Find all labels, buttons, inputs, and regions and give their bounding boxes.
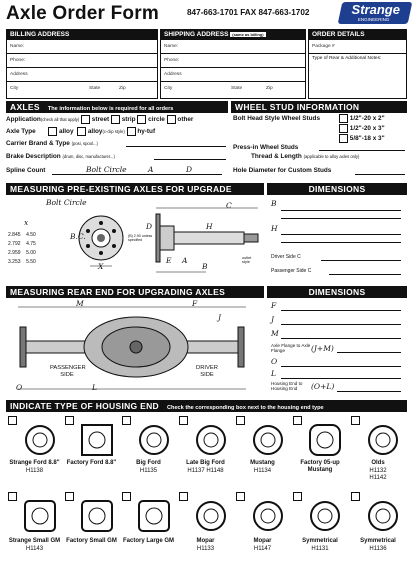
factory-ford-icon <box>79 422 115 458</box>
x-col-header: x <box>24 218 29 227</box>
bolt-head-label: Bolt Head Style Wheel Studs <box>233 115 320 122</box>
b-note: (B) 2.90 unless specified <box>128 234 153 242</box>
mustang-icon <box>252 424 284 456</box>
a-label: A <box>148 165 154 174</box>
olds-checkbox[interactable] <box>351 416 360 425</box>
package-field[interactable]: Package # <box>309 40 406 54</box>
dim-b-line-2[interactable] <box>281 218 401 219</box>
05-mustang-icon <box>307 422 343 458</box>
dim-b-label: B <box>271 199 277 208</box>
strange-small-gm-icon <box>22 498 58 534</box>
housing-end-field[interactable] <box>337 391 401 392</box>
housing-option-05-mustang[interactable]: Factory 05-up Mustang <box>291 414 349 486</box>
dim-j-field[interactable] <box>281 324 401 325</box>
mopar-h1147-icon <box>252 500 284 532</box>
housing-option-factory-ford[interactable]: Factory Ford 8.8" <box>63 414 120 486</box>
dim-h-line-2[interactable] <box>281 242 401 243</box>
carrier-row: Carrier Brand & Type (posi, spool...) <box>6 140 98 147</box>
b-dim-label: B <box>202 262 208 271</box>
symmetrical-h1131-checkbox[interactable] <box>293 492 302 501</box>
housing-grid <box>6 414 407 564</box>
late-big-ford-icon <box>195 424 227 456</box>
bolt-circle-label: Bolt Circle <box>86 165 127 174</box>
strange-small-gm-checkbox[interactable] <box>8 492 17 501</box>
brake-field[interactable] <box>154 159 226 160</box>
bc-row-3: 2.959 5.00 <box>8 250 36 256</box>
factory-large-gm-icon <box>136 498 172 534</box>
shipping-phone-field[interactable]: Phone: <box>161 54 305 68</box>
stud-size-1[interactable]: 1/2"-20 x 2" <box>339 114 385 123</box>
mopar-h1133-icon <box>195 500 227 532</box>
bc-row-4: 3.253 5.50 <box>8 259 36 265</box>
housing-option-strange-small-gm[interactable]: Strange Small GM H1143 <box>6 490 63 562</box>
shipping-title: SHIPPING ADDRESS (same as billing) <box>161 30 305 40</box>
passenger-side-c-field[interactable] <box>329 274 401 275</box>
housing-option-mopar-h1147[interactable]: Mopar H1147 <box>234 490 291 562</box>
shipping-name-field[interactable]: Name: <box>161 40 305 54</box>
big-ford-icon <box>138 424 170 456</box>
e-label: E <box>166 256 172 265</box>
bc-label: B.C. <box>70 232 86 241</box>
driver-side-c-label: Driver Side C <box>271 254 301 260</box>
billing-name-field[interactable]: Name: <box>7 40 157 54</box>
street-checkbox[interactable] <box>81 115 90 124</box>
bc-col-header: Bolt Circle <box>46 198 87 207</box>
type-notes-field[interactable]: Type of Rear & Additional Notes: <box>312 56 382 61</box>
preexisting-dims-header: DIMENSIONS <box>267 183 407 195</box>
strange-logo: Strange ENGINEERING <box>338 2 413 24</box>
rear-end-dims <box>267 299 407 397</box>
rear-end-header: MEASURING REAR END FOR UPGRADING AXLES <box>6 286 264 298</box>
dim-o-label: O <box>271 357 278 366</box>
press-in-field[interactable] <box>319 150 405 151</box>
billing-section <box>6 29 158 99</box>
dim-h-line-1[interactable] <box>281 234 401 235</box>
dim-f-label: F <box>271 301 277 310</box>
hytuf-checkbox[interactable] <box>127 127 136 136</box>
a-dim-label: A <box>182 256 188 265</box>
housing-option-factory-small-gm[interactable]: Factory Small GM <box>63 490 120 562</box>
carrier-field[interactable] <box>126 146 226 147</box>
dim-h-label: H <box>271 224 278 233</box>
axle-type-row: Axle Type alloy alloy(c-clip style) hy-tuf <box>6 128 156 136</box>
dim-l-label: L <box>271 369 276 378</box>
symmetrical-h1136-checkbox[interactable] <box>351 492 360 501</box>
preexisting-header: MEASURING PRE-EXISTING AXLES FOR UPGRADE <box>6 183 264 195</box>
billing-phone-field[interactable]: Phone: <box>7 54 157 68</box>
dim-f-field[interactable] <box>281 310 401 311</box>
o-plus-l-label: (O+L) <box>311 382 335 391</box>
housing-option-factory-large-gm[interactable]: Factory Large GM <box>120 490 177 562</box>
housing-option-strange-ford[interactable]: Strange Ford 8.8" H1138 <box>6 414 63 486</box>
press-in-label: Press-in Wheel Studs <box>233 144 299 151</box>
shipping-section <box>160 29 306 99</box>
order-details-section <box>308 29 407 99</box>
housing-header: INDICATE TYPE OF HOUSING END Check the corresponding box next to the housing end type <box>6 400 407 412</box>
factory-large-gm-checkbox[interactable] <box>122 492 131 501</box>
factory-small-gm-icon <box>79 498 115 534</box>
housing-option-symmetrical-h1136[interactable]: Symmetrical H1136 <box>349 490 407 562</box>
housing-option-mopar-h1133[interactable]: Mopar H1133 <box>177 490 234 562</box>
same-as-billing-checkbox[interactable]: (same as billing) <box>232 32 264 37</box>
flange-label: Axle Flange to Axle Flange <box>271 343 311 353</box>
billing-city-row[interactable]: City State Zip <box>10 86 126 91</box>
h-label: H <box>206 222 213 231</box>
preexisting-diagram <box>6 196 264 282</box>
m-label: M <box>76 299 84 308</box>
housing-option-olds[interactable]: Olds H1132 H1142 <box>349 414 407 486</box>
bc-row-1: 2.845 4.50 <box>8 232 36 238</box>
dim-o-field[interactable] <box>281 366 401 367</box>
d-label: D <box>186 165 193 174</box>
hole-diameter-field[interactable] <box>355 174 405 175</box>
passenger-side-c-label: Passenger Side C <box>271 268 312 274</box>
dim-m-label: M <box>271 329 279 338</box>
form-title: Axle Order Form <box>6 3 159 24</box>
billing-address-field[interactable]: Address <box>7 68 157 82</box>
spline-field[interactable] <box>52 174 222 175</box>
dim-m-field[interactable] <box>281 338 401 339</box>
symmetrical-h1131-icon <box>309 500 341 532</box>
dim-b-line-1[interactable] <box>281 210 401 211</box>
big-ford-checkbox[interactable] <box>122 416 131 425</box>
housing-option-late-big-ford[interactable]: Late Big Ford H1137 H1148 <box>177 414 234 486</box>
housing-option-symmetrical-h1131[interactable]: Symmetrical H1131 <box>291 490 349 562</box>
alloy-cclip-checkbox[interactable] <box>77 127 86 136</box>
f-label: F <box>192 299 198 308</box>
driver-side-label: DRIVER SIDE <box>196 365 218 378</box>
spline-row: Spline Count <box>6 167 46 174</box>
bc-row-2: 2.792 4.75 <box>8 241 36 247</box>
late-big-ford-checkbox[interactable] <box>179 416 188 425</box>
mopar-h1133-checkbox[interactable] <box>179 492 188 501</box>
preexisting-dims <box>267 196 407 282</box>
billing-title: BILLING ADDRESS <box>7 30 157 40</box>
wheel-stud-header: WHEEL STUD INFORMATION <box>231 101 407 113</box>
application-row: Application(check all that apply) street strip circle other <box>6 116 194 124</box>
axles-section <box>6 114 228 180</box>
factory-small-gm-checkbox[interactable] <box>65 492 74 501</box>
flange-field[interactable] <box>337 352 401 353</box>
driver-side-c-field[interactable] <box>321 260 401 261</box>
strange-ford-icon <box>24 424 56 456</box>
strange-ford-checkbox[interactable] <box>8 416 17 425</box>
l-label: L <box>92 383 97 392</box>
passenger-side-label: PASSENGER SIDE <box>50 365 86 378</box>
housing-end-label: Housing End to Housing End <box>271 381 303 391</box>
factory-ford-checkbox[interactable] <box>65 416 74 425</box>
j-plus-m-label: (J+M) <box>311 344 334 353</box>
phone-fax: 847-663-1701 FAX 847-663-1702 <box>187 8 310 17</box>
c-label: C <box>226 201 232 210</box>
hole-diameter-label: Hole Diameter for Custom Studs <box>233 167 332 174</box>
rear-end-dims-header: DIMENSIONS <box>267 286 407 298</box>
order-details-title: ORDER DETAILS <box>309 30 406 40</box>
stud-size-3[interactable]: 5/8"-18 x 3" <box>339 134 385 143</box>
housing-option-mustang[interactable]: Mustang H1134 <box>234 414 291 486</box>
olds-icon <box>367 424 399 456</box>
x-label: X <box>98 262 104 271</box>
mustang-checkbox[interactable] <box>236 416 245 425</box>
alloy-checkbox[interactable] <box>48 127 57 136</box>
shipping-city-row[interactable]: City State Zip <box>164 86 273 91</box>
wheel-stud-section <box>231 114 407 180</box>
mopar-h1147-checkbox[interactable] <box>236 492 245 501</box>
dim-j-label: J <box>271 315 275 324</box>
05-mustang-checkbox[interactable] <box>293 416 302 425</box>
d-dim-label: D <box>146 222 153 231</box>
shipping-address-field[interactable]: Address <box>161 68 305 82</box>
symmetrical-h1136-icon <box>367 500 399 532</box>
o-label: O <box>16 383 23 392</box>
housing-option-big-ford[interactable]: Big Ford H1135 <box>120 414 177 486</box>
circle-checkbox[interactable] <box>137 115 146 124</box>
strip-checkbox[interactable] <box>111 115 120 124</box>
thread-label: Thread & Length (applicable to alloy axles only) <box>251 153 360 160</box>
dim-l-field[interactable] <box>281 378 401 379</box>
outlet-style-note: outlet style <box>242 256 252 264</box>
brake-row: Brake Description (drum, disc, manufacturer...) <box>6 153 115 160</box>
stud-size-2[interactable]: 1/2"-20 x 3" <box>339 124 385 133</box>
other-checkbox[interactable] <box>167 115 176 124</box>
axles-header: AXLES The information below is required for all orders <box>6 101 228 113</box>
rear-end-diagram <box>6 299 264 397</box>
j-label: J <box>218 313 222 322</box>
housing-diagram <box>6 299 264 397</box>
